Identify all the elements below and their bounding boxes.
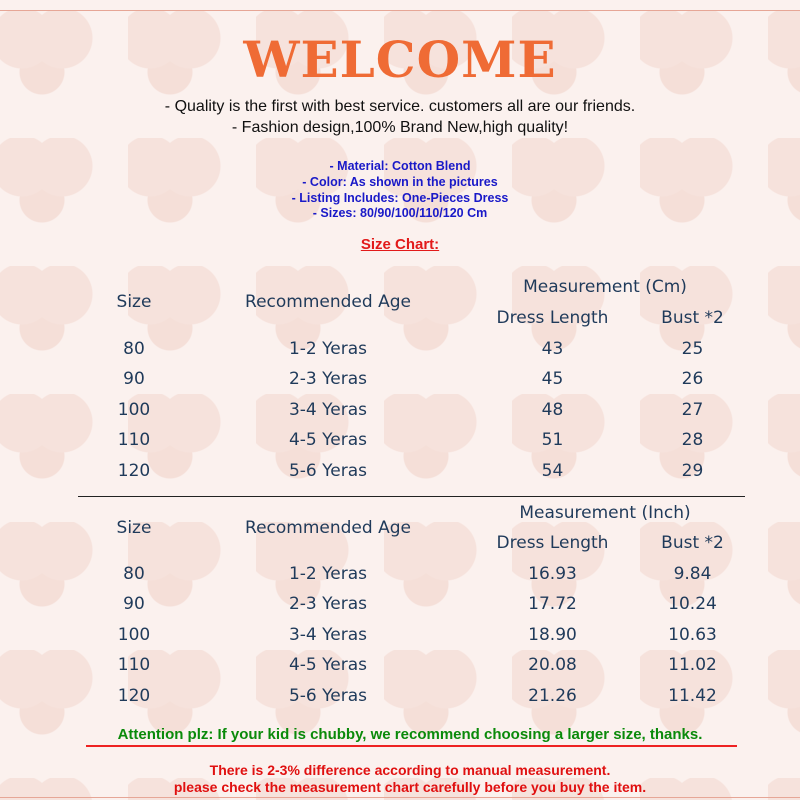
table-cell-age: 1-2 Yeras [288, 339, 368, 359]
table-cell-length: 20.08 [528, 655, 577, 675]
table-cell-length: 51 [541, 430, 564, 450]
size-chart-title: Size Chart: [360, 236, 440, 253]
inch-header-size: Size [116, 518, 152, 538]
top-divider [0, 10, 800, 11]
table-cell-size: 80 [123, 339, 145, 359]
table-cell-bust: 26 [681, 369, 704, 389]
table-cell-length: 43 [541, 339, 564, 359]
table-cell-length: 54 [541, 461, 564, 481]
table-cell-bust: 29 [681, 461, 704, 481]
table-cell-size: 120 [117, 686, 151, 706]
inch-header-length: Dress Length [496, 533, 609, 553]
intro-line-fashion: - Fashion design,100% Brand New,high quality! [231, 119, 569, 136]
table-cell-size: 110 [117, 430, 151, 450]
table-cell-size: 90 [123, 594, 145, 614]
table-cell-size: 90 [123, 369, 145, 389]
table-cell-bust: 10.24 [668, 594, 717, 614]
table-cell-length: 18.90 [528, 625, 577, 645]
table-cell-age: 2-3 Yeras [288, 594, 368, 614]
spec-sizes: - Sizes: 80/90/100/110/120 Cm [312, 206, 488, 220]
table-cell-bust: 25 [681, 339, 704, 359]
table-cell-size: 100 [117, 400, 151, 420]
table-cell-bust: 9.84 [673, 564, 712, 584]
table-cell-length: 17.72 [528, 594, 577, 614]
inch-header-measurement: Measurement (Inch) [519, 503, 691, 523]
cm-header-age: Recommended Age [245, 292, 411, 312]
table-cell-age: 5-6 Yeras [288, 686, 368, 706]
table-cell-bust: 28 [681, 430, 704, 450]
table-cell-length: 21.26 [528, 686, 577, 706]
welcome-heading: WELCOME [243, 30, 557, 89]
table-divider [78, 496, 745, 497]
attention-note: Attention plz: If your kid is chubby, we recommend choosing a larger size, thanks. [117, 726, 703, 743]
table-cell-length: 16.93 [528, 564, 577, 584]
intro-line-quality: - Quality is the first with best service. customers all are our friends. [164, 98, 636, 115]
table-cell-size: 100 [117, 625, 151, 645]
table-cell-age: 2-3 Yeras [288, 369, 368, 389]
spec-material: - Material: Cotton Blend [329, 159, 471, 173]
difference-note-line2: please check the measurement chart carefully before you buy the item. [173, 779, 647, 795]
cm-header-measurement: Measurement (Cm) [523, 277, 687, 297]
table-cell-bust: 27 [681, 400, 704, 420]
table-cell-age: 4-5 Yeras [288, 430, 368, 450]
table-cell-size: 110 [117, 655, 151, 675]
inch-header-bust: Bust *2 [661, 533, 724, 553]
inch-header-age: Recommended Age [245, 518, 411, 538]
cm-header-length: Dress Length [496, 308, 609, 328]
table-cell-bust: 11.02 [668, 655, 717, 675]
spec-listing: - Listing Includes: One-Pieces Dress [291, 191, 509, 205]
cm-header-size: Size [116, 292, 152, 312]
table-cell-length: 45 [541, 369, 564, 389]
difference-note-line1: There is 2-3% difference according to manual measurement. [209, 762, 611, 778]
bottom-divider [0, 797, 800, 798]
table-cell-size: 80 [123, 564, 145, 584]
table-cell-age: 4-5 Yeras [288, 655, 368, 675]
table-cell-size: 120 [117, 461, 151, 481]
table-cell-bust: 11.42 [668, 686, 717, 706]
cm-header-bust: Bust *2 [661, 308, 724, 328]
table-cell-age: 1-2 Yeras [288, 564, 368, 584]
table-cell-length: 48 [541, 400, 564, 420]
table-cell-bust: 10.63 [668, 625, 717, 645]
table-cell-age: 3-4 Yeras [288, 400, 368, 420]
table-cell-age: 5-6 Yeras [288, 461, 368, 481]
attention-underline [86, 745, 737, 747]
spec-color: - Color: As shown in the pictures [302, 175, 498, 189]
table-cell-age: 3-4 Yeras [288, 625, 368, 645]
